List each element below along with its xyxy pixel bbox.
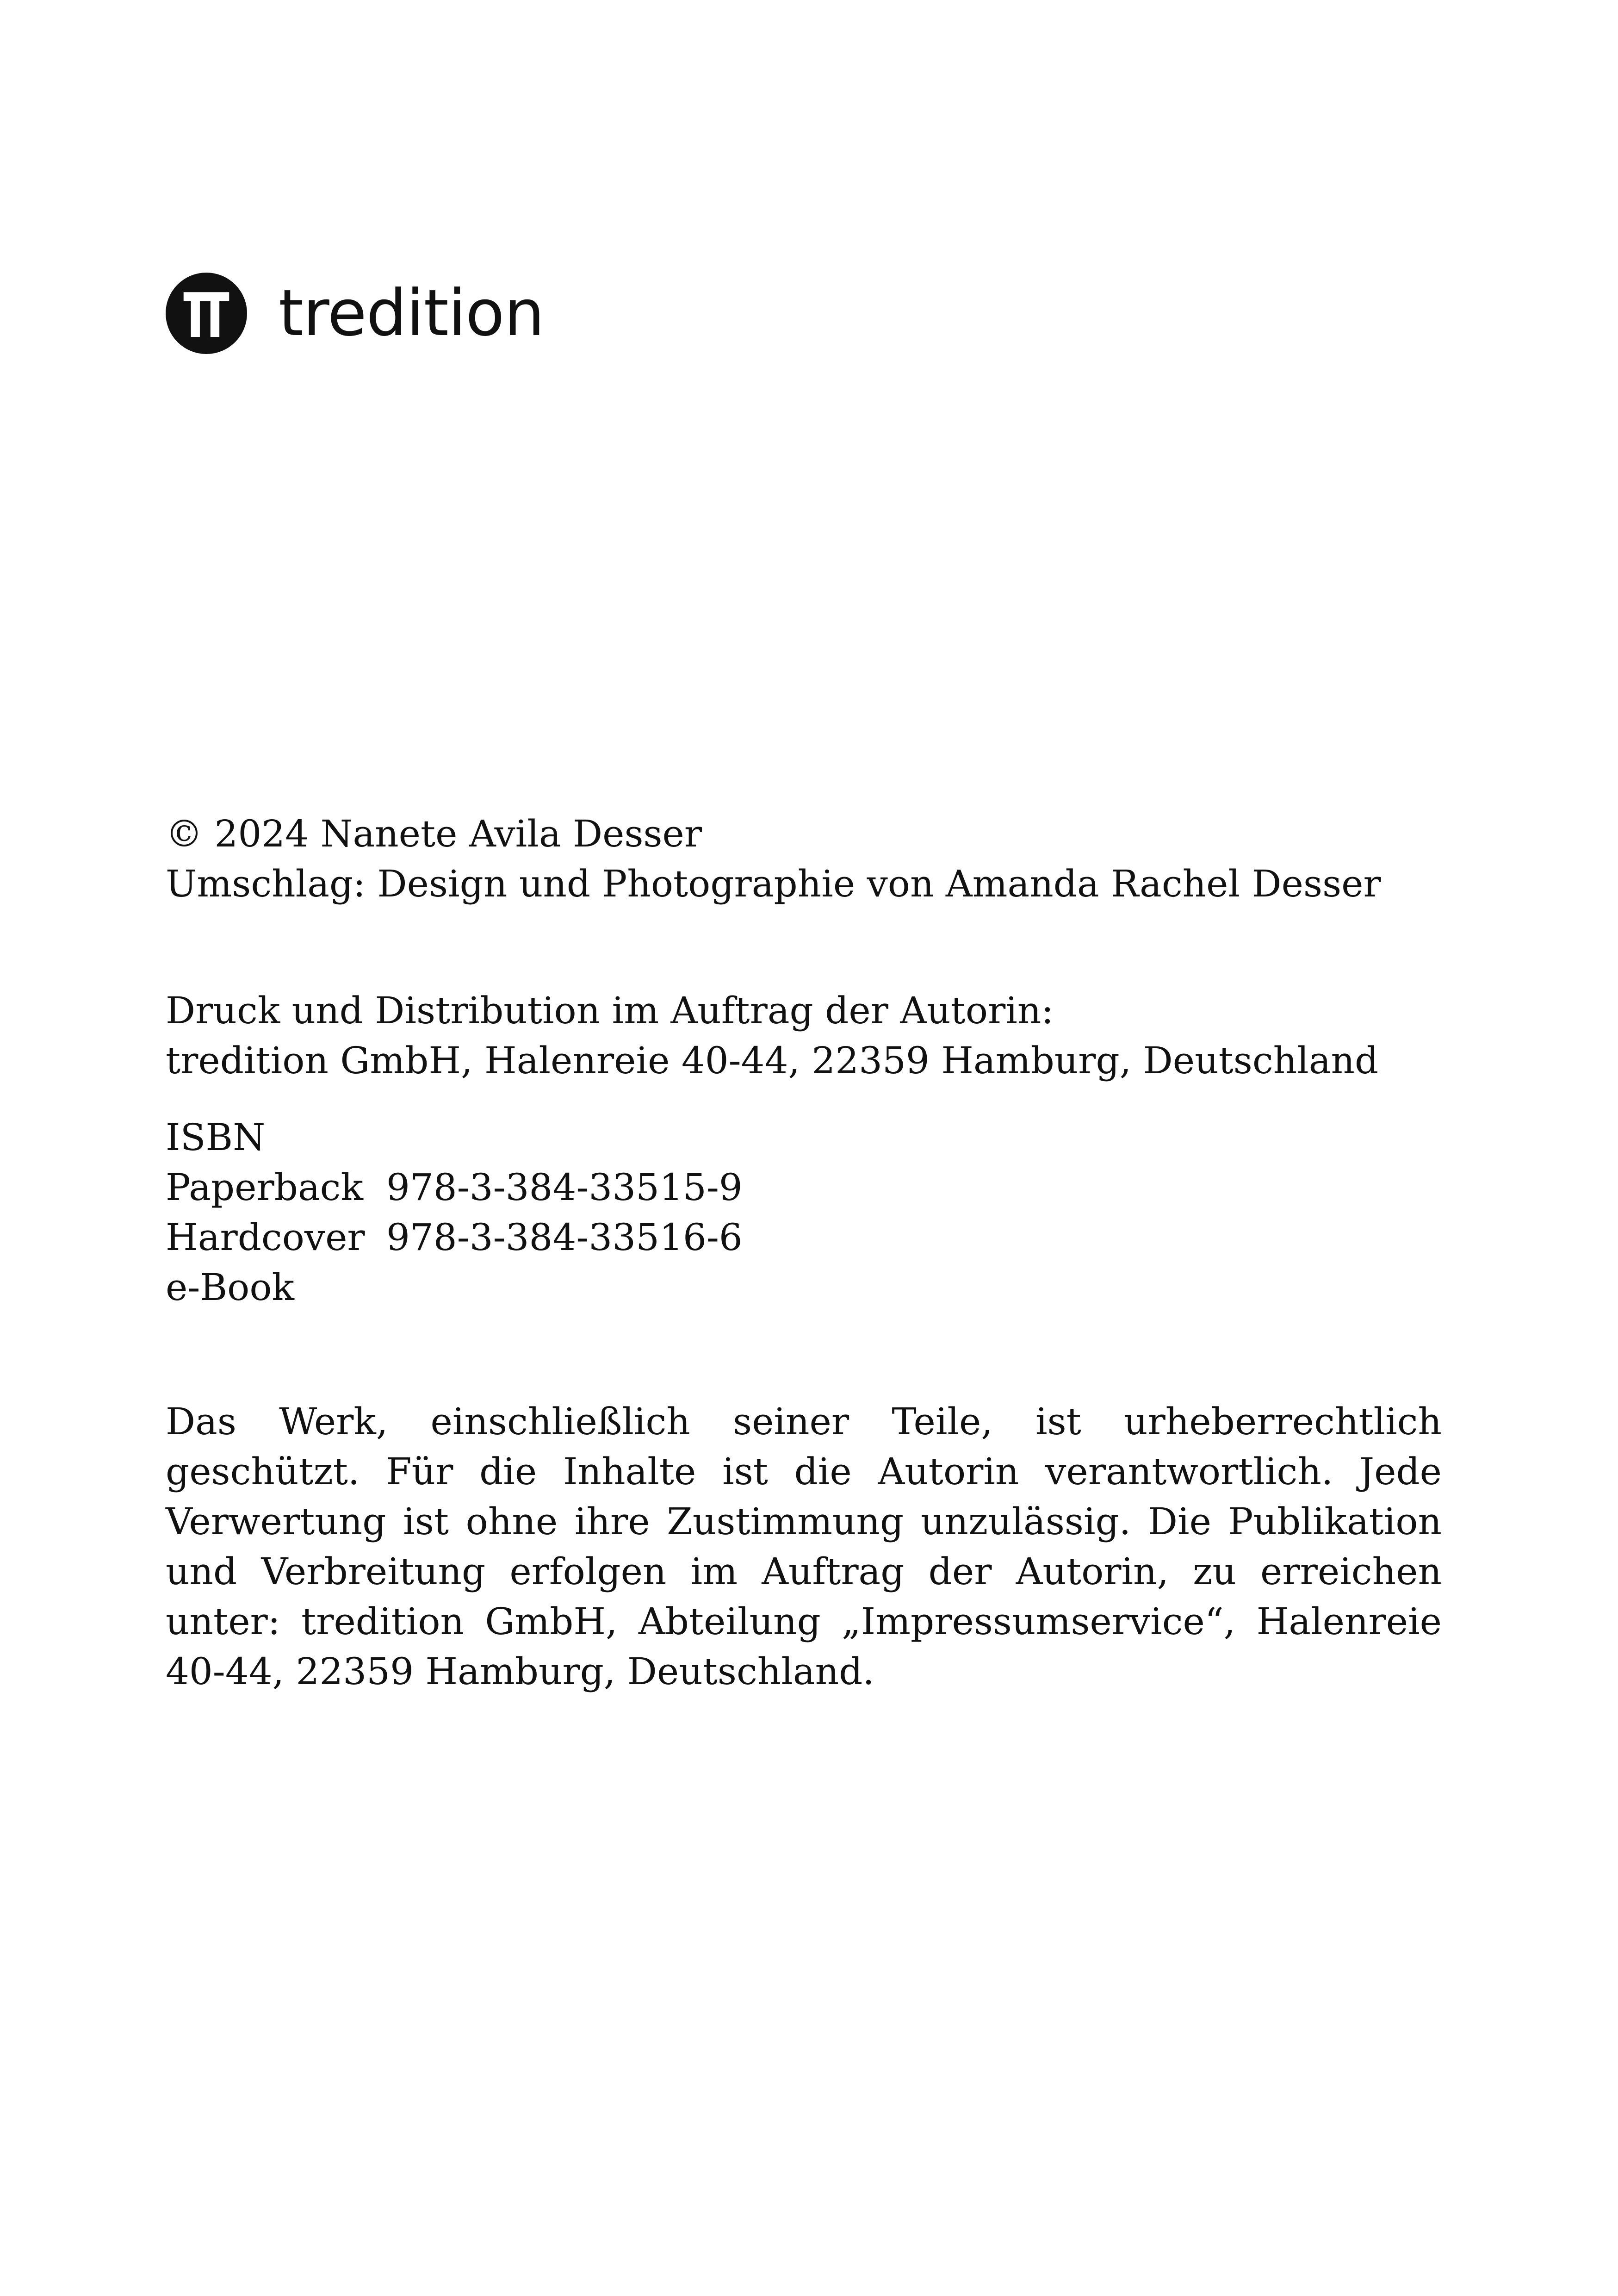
distribution-line: Druck und Distribution im Auftrag der Autorin: xyxy=(166,989,1054,1032)
distribution-block xyxy=(166,986,1378,1086)
tredition-logo-icon xyxy=(166,273,247,354)
legal-notice: Das Werk, einschließlich seiner Teile, ist urheberrechtlich geschützt. Für die Inhalte ist die Autorin verantwortlich. Jede Verwertung ist ohne ihre Zustimmung unzulässig. Die Publikation und Verbreitung erfolgen im Auftrag der Autorin, zu erreichen unter: tredition GmbH, Abteilung „Impressumservice“, Halenreie 40-44, 22359 Hamburg, Deutschland. xyxy=(166,1400,1442,1693)
publisher-address-line: tredition GmbH, Halenreie 40-44, 22359 Hamburg, Deutschland xyxy=(166,1039,1379,1082)
isbn-row-hardcover xyxy=(166,1213,743,1263)
isbn-block xyxy=(166,1113,743,1313)
isbn-heading: ISBN xyxy=(166,1116,266,1159)
isbn-label: e-Book xyxy=(166,1266,294,1309)
copyright-block xyxy=(166,809,1381,909)
isbn-value: 978-3-384-33515-9 xyxy=(386,1166,743,1209)
isbn-value: 978-3-384-33516-6 xyxy=(386,1216,743,1259)
publisher-logo-text: tredition xyxy=(279,276,544,350)
isbn-label: Paperback xyxy=(166,1166,363,1209)
publisher-logo xyxy=(166,272,544,355)
isbn-row-ebook xyxy=(166,1263,743,1313)
isbn-row-paperback xyxy=(166,1163,743,1213)
isbn-label: Hardcover xyxy=(166,1216,365,1259)
copyright-line: © 2024 Nanete Avila Desser xyxy=(166,812,702,855)
cover-credit-line: Umschlag: Design und Photographie von Amanda Rachel Desser xyxy=(166,862,1381,905)
